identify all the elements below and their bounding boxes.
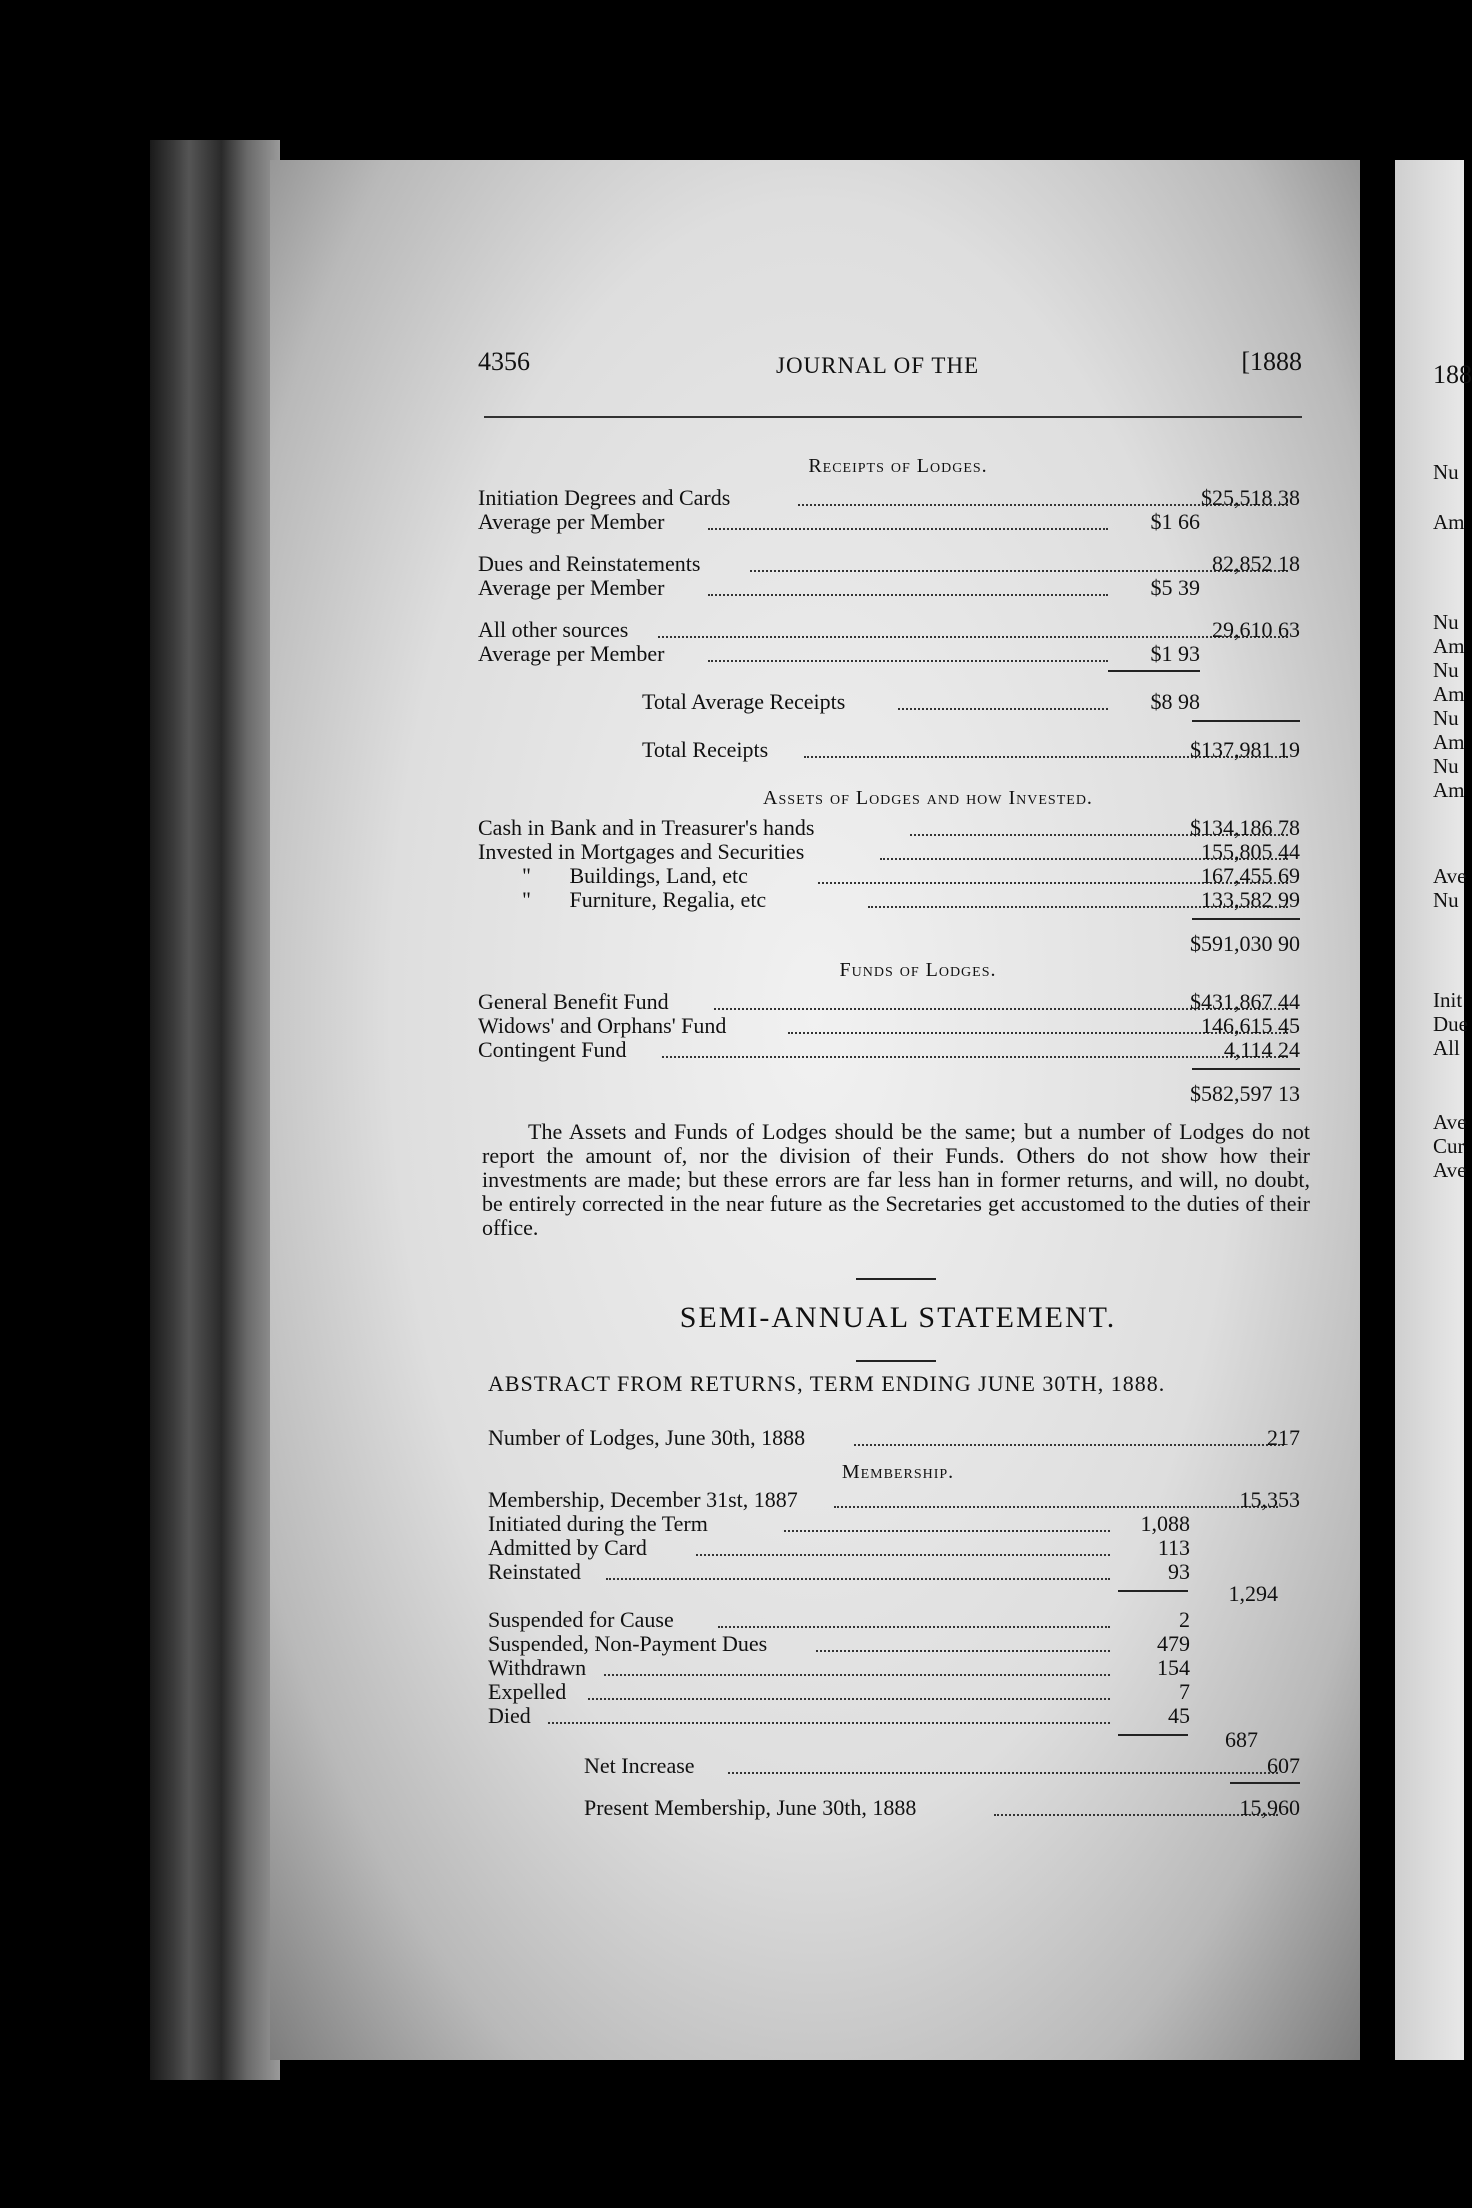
row-value: 154 bbox=[1157, 1655, 1190, 1680]
present-membership-row bbox=[478, 1796, 1318, 1820]
row-amount: 167,455 69 bbox=[1201, 863, 1300, 888]
row-amount: 146,615 45 bbox=[1201, 1013, 1300, 1038]
facing-fragment: Due bbox=[1433, 1012, 1468, 1036]
facing-fragment: Am bbox=[1433, 510, 1465, 534]
row-label: Widows' and Orphans' Fund bbox=[478, 1013, 727, 1038]
row-label: Present Membership, June 30th, 1888 bbox=[584, 1795, 917, 1820]
row-label: Suspended, Non-Payment Dues bbox=[488, 1631, 768, 1656]
dot-leader bbox=[898, 708, 1108, 710]
additions-total-row bbox=[478, 1582, 1318, 1606]
net-increase-value: 607 bbox=[1267, 1753, 1300, 1778]
dot-leader bbox=[708, 528, 1108, 530]
section-divider bbox=[856, 1278, 936, 1280]
row-label: All other sources bbox=[478, 617, 629, 642]
facing-fragment: Nu bbox=[1433, 754, 1459, 778]
semi-annual-title: SEMI-ANNUAL STATEMENT. bbox=[679, 1301, 1117, 1334]
asset-row bbox=[478, 816, 1318, 840]
book-spine bbox=[150, 140, 280, 2080]
funds-total-row bbox=[478, 1082, 1318, 1106]
facing-fragment: Nu bbox=[1433, 460, 1459, 484]
facing-fragment: Am bbox=[1433, 634, 1465, 658]
membership-start-value: 15,353 bbox=[1239, 1487, 1300, 1512]
row-label: Expelled bbox=[488, 1679, 567, 1704]
page-number: 4356 bbox=[478, 347, 530, 376]
membership-heading: Membership. bbox=[841, 1461, 955, 1483]
abstract-title: ABSTRACT FROM RETURNS, TERM ENDING JUNE 30TH, 1888. bbox=[488, 1371, 1166, 1396]
facing-fragment: All bbox=[1433, 1036, 1460, 1060]
dot-leader bbox=[696, 1554, 1110, 1556]
loss-row bbox=[478, 1632, 1318, 1656]
running-title: JOURNAL OF THE bbox=[776, 353, 980, 378]
fund-row bbox=[478, 1014, 1318, 1038]
loss-row bbox=[478, 1656, 1318, 1680]
note-paragraph: The Assets and Funds of Lodges should be the same; but a number of Lodges do not report the amount of, nor the division of their Funds. Others do not show how their investments are made; but these errors are far less han in former returns, and will, no doubt, be entirely corrected in the near future as the Secretaries get accustomed to the duties of their office. bbox=[482, 1119, 1310, 1240]
row-label: Reinstated bbox=[488, 1559, 581, 1584]
row-label: Admitted by Card bbox=[488, 1535, 647, 1560]
row-label: Withdrawn bbox=[488, 1655, 587, 1680]
dot-leader bbox=[816, 1650, 1110, 1652]
row-amount: $431,867 44 bbox=[1190, 989, 1300, 1014]
row-amount: 4,114 24 bbox=[1223, 1037, 1300, 1062]
section-divider bbox=[856, 1360, 936, 1362]
receipt-row bbox=[478, 552, 1318, 576]
receipt-row bbox=[478, 618, 1318, 642]
receipt-row bbox=[478, 510, 1318, 534]
row-value: 45 bbox=[1168, 1703, 1190, 1728]
row-label: Dues and Reinstatements bbox=[478, 551, 701, 576]
fund-row bbox=[478, 990, 1318, 1014]
facing-fragment: Ave bbox=[1433, 1110, 1467, 1134]
row-amount: $137,981 19 bbox=[1190, 737, 1300, 762]
dot-leader bbox=[784, 1530, 1110, 1532]
subtotal-rule bbox=[1108, 670, 1200, 672]
asset-row bbox=[478, 840, 1318, 864]
facing-fragment: Am bbox=[1433, 682, 1465, 706]
loss-row bbox=[478, 1680, 1318, 1704]
row-label: Average per Member bbox=[478, 641, 665, 666]
assets-total: $591,030 90 bbox=[1190, 931, 1300, 956]
row-label: Total Average Receipts bbox=[642, 689, 846, 714]
row-value: 93 bbox=[1168, 1559, 1190, 1584]
losses-total-row bbox=[478, 1728, 1318, 1752]
facing-fragment: Nu bbox=[1433, 888, 1459, 912]
facing-page bbox=[1395, 160, 1472, 2060]
row-label: Invested in Mortgages and Securities bbox=[478, 839, 805, 864]
row-label: " Furniture, Regalia, etc bbox=[522, 887, 767, 912]
dot-leader bbox=[708, 660, 1108, 662]
dot-leader bbox=[728, 1772, 1278, 1774]
assets-total-row bbox=[478, 932, 1318, 956]
row-value: 113 bbox=[1157, 1535, 1190, 1560]
assets-heading: Assets of Lodges and how Invested. bbox=[763, 787, 1093, 809]
dot-leader bbox=[548, 1722, 1110, 1724]
row-label: General Benefit Fund bbox=[478, 989, 669, 1014]
row-label: Membership, December 31st, 1887 bbox=[488, 1487, 798, 1512]
dot-leader bbox=[588, 1698, 1110, 1700]
funds-total: $582,597 13 bbox=[1190, 1081, 1300, 1106]
row-amount: 29,610 63 bbox=[1212, 617, 1300, 642]
row-amount: 82,852 18 bbox=[1212, 551, 1300, 576]
row-label: Net Increase bbox=[584, 1753, 695, 1778]
lodges-count: 217 bbox=[1267, 1425, 1300, 1450]
row-average: $1 93 bbox=[1150, 641, 1200, 666]
facing-fragment: Nu bbox=[1433, 658, 1459, 682]
row-amount: $134,186 78 bbox=[1190, 815, 1300, 840]
header-rule bbox=[484, 416, 1302, 418]
facing-fragment: Nu bbox=[1433, 706, 1459, 730]
row-amount: 133,582 99 bbox=[1201, 887, 1300, 912]
row-label: Average per Member bbox=[478, 509, 665, 534]
row-average: $5 39 bbox=[1150, 575, 1200, 600]
facing-fragment: Init bbox=[1433, 988, 1463, 1012]
row-average: $8 98 bbox=[1150, 689, 1200, 714]
facing-fragment: Cur bbox=[1433, 1134, 1465, 1158]
row-label: Total Receipts bbox=[642, 737, 769, 762]
receipts-heading: Receipts of Lodges. bbox=[808, 455, 988, 477]
total-rule bbox=[1230, 1782, 1300, 1784]
facing-fragment: 188 bbox=[1433, 360, 1472, 389]
total-rule bbox=[1192, 1068, 1300, 1070]
row-label: Initiation Degrees and Cards bbox=[478, 485, 731, 510]
facing-fragment: Ave bbox=[1433, 1158, 1467, 1182]
facing-fragment: Am bbox=[1433, 778, 1465, 802]
row-label: Died bbox=[488, 1703, 531, 1728]
dot-leader bbox=[606, 1578, 1110, 1580]
dot-leader bbox=[604, 1674, 1110, 1676]
header-year: [1888 bbox=[1241, 347, 1302, 376]
loss-row bbox=[478, 1608, 1318, 1632]
receipt-row bbox=[478, 642, 1318, 666]
receipt-row bbox=[478, 486, 1318, 510]
row-value: 479 bbox=[1157, 1631, 1190, 1656]
receipt-row bbox=[478, 576, 1318, 600]
asset-row bbox=[478, 888, 1318, 912]
row-amount: 155,805 44 bbox=[1201, 839, 1300, 864]
row-label: Cash in Bank and in Treasurer's hands bbox=[478, 815, 815, 840]
funds-heading: Funds of Lodges. bbox=[839, 959, 997, 981]
fund-row bbox=[478, 1038, 1318, 1062]
lodges-count-row bbox=[478, 1426, 1318, 1450]
dot-leader bbox=[708, 594, 1108, 596]
row-label: Initiated during the Term bbox=[488, 1511, 708, 1536]
row-value: 7 bbox=[1179, 1679, 1190, 1704]
addition-row bbox=[478, 1560, 1318, 1584]
row-label: Average per Member bbox=[478, 575, 665, 600]
total-receipts-row bbox=[478, 738, 1318, 762]
losses-total: 687 bbox=[1225, 1727, 1258, 1752]
loss-row bbox=[478, 1704, 1318, 1728]
dot-leader bbox=[718, 1626, 1110, 1628]
facing-fragment: Am bbox=[1433, 730, 1465, 754]
row-label: " Buildings, Land, etc bbox=[522, 863, 748, 888]
present-membership-value: 15,960 bbox=[1239, 1795, 1300, 1820]
addition-row bbox=[478, 1512, 1318, 1536]
total-rule bbox=[1192, 918, 1300, 920]
net-increase-row bbox=[478, 1754, 1318, 1778]
total-average-row bbox=[478, 690, 1318, 714]
row-value: 1,088 bbox=[1140, 1511, 1190, 1536]
row-label: Suspended for Cause bbox=[488, 1607, 674, 1632]
row-amount: $25,518 38 bbox=[1201, 485, 1300, 510]
facing-fragment: Ave bbox=[1433, 864, 1467, 888]
row-average: $1 66 bbox=[1150, 509, 1200, 534]
asset-row bbox=[478, 864, 1318, 888]
total-rule bbox=[1192, 720, 1300, 722]
membership-start-row bbox=[478, 1488, 1318, 1512]
row-label: Contingent Fund bbox=[478, 1037, 627, 1062]
additions-total: 1,294 bbox=[1228, 1581, 1278, 1606]
facing-fragment: Nu bbox=[1433, 610, 1459, 634]
addition-row bbox=[478, 1536, 1318, 1560]
row-label: Number of Lodges, June 30th, 1888 bbox=[488, 1425, 806, 1450]
row-value: 2 bbox=[1179, 1607, 1190, 1632]
running-header bbox=[478, 347, 1318, 380]
